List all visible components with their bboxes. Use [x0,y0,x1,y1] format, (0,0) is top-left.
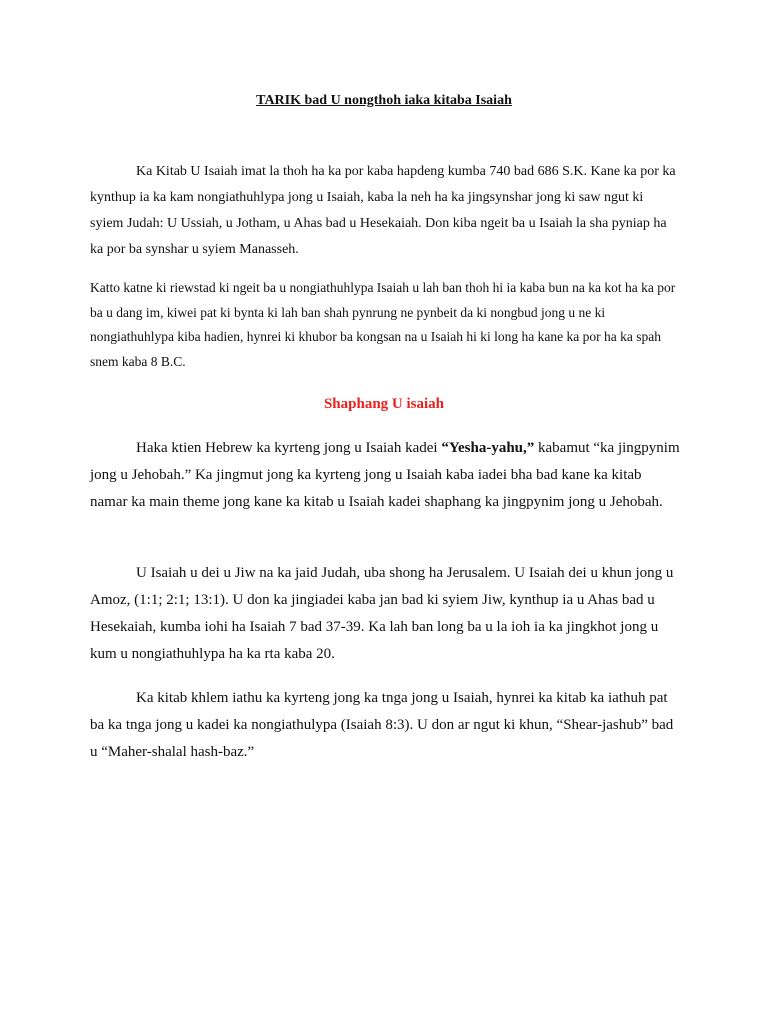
document-title: TARIK bad U nongthoh iaka kitaba Isaiah [256,93,512,108]
intro-paragraph: Ka Kitab U Isaiah imat la thoh ha ka por kaba hapdeng kumba 740 bad 686 S.K. Kane ka por ka kynthup ia ka kam nongiathuhlypa jong u Isaiah, kaba la neh ha ka jingsynshar jong ki saw ngut ki syiem Judah: U Ussiah, u Jotham, u Ahas bad u Hesekaiah. Don kiba ngeit ba u Isaiah la sha pyniap ha ka por ba synshar u syiem Manasseh. [90,164,676,257]
section-heading: Shaphang U isaiah [323,396,445,412]
biography-paragraph: U Isaiah u dei u Jiw na ka jaid Judah, uba shong ha Jerusalem. U Isaiah dei u khun jong u Amoz, (1:1; 2:1; 13:1). U don ka jingiadei kaba jan bad ki syiem Jiw, kynthup ia u Ahas bad u Hesekaiah, kumba iohi ha Isaiah 7 bad 37-39. Ka lah ban long ba u la ioh ia ka jingkhot jong u kum u nongiathuhlypa ha ka rta kaba 20. [90,565,674,662]
hebrew-name-emphasis: “Yesha-yahu,” [441,440,535,456]
name-meaning-text-after: kabamut “ka jingpynim jong u Jehobah.” Ka jingmut jong ka kyrteng jong u Isaiah kaba iadei bha bad kane ka kitab namar ka main theme jong kane ka kitab u Isaiah kadei shaphang ka jingpynim jong u Jehobah. [90,440,680,510]
scholars-paragraph: Katto katne ki riewstad ki ngeit ba u nongiathuhlypa Isaiah u lah ban thoh hi ia kaba bun na ka kot ha ka por ba u dang im, kiwei pat ki bynta ki lah ban shah pynrung ne pynbeit da ki nongbud jong u ne ki nongiathuhlypa kiba hadien, hynrei ki khubor ba kongsan na u Isaiah hi ki long ha kane ka por ha ka spah snem kaba 8 B.C. [90,280,676,369]
name-meaning-paragraph [90,435,680,516]
family-paragraph: Ka kitab khlem iathu ka kyrteng jong ka tnga jong u Isaiah, hynrei ka kitab ka iathuh pat ba ka tnga jong u kadei ka nongiathulypa (Isaiah 8:3). U don ar ngut ki khun, “Shear-jashub” bad u “Maher-shalal hash-baz.” [90,690,674,760]
name-meaning-text-before: Haka ktien Hebrew ka kyrteng jong u Isaiah kadei [136,440,442,456]
